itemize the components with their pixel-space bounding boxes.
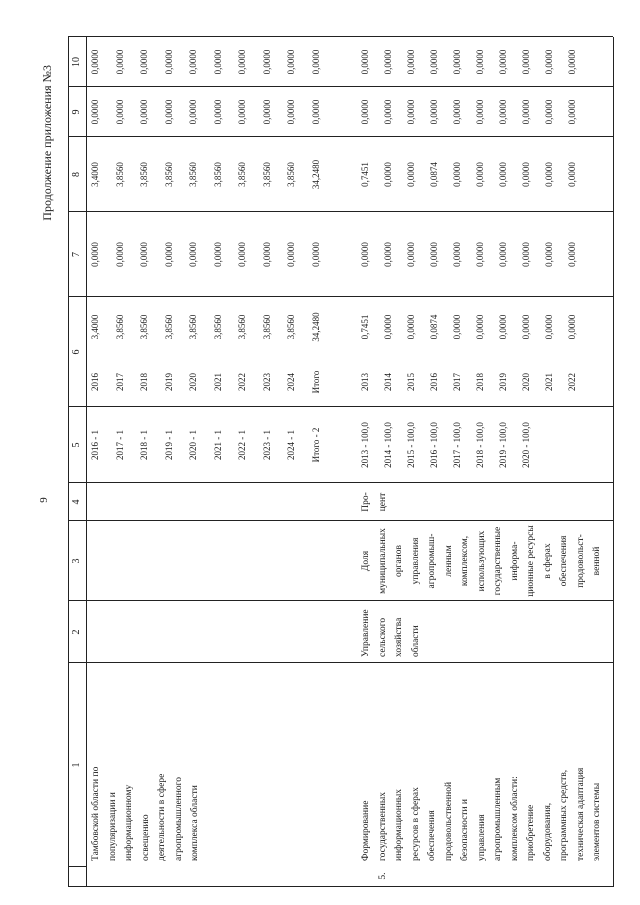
col-border bbox=[68, 662, 613, 663]
value-cell-c8: 0,0000 bbox=[452, 162, 462, 187]
value-cell-c9: 0,0000 bbox=[475, 99, 485, 125]
value-cell-c10: 0,0000 bbox=[188, 49, 198, 75]
value-cell-c7: 0,0000 bbox=[544, 242, 554, 267]
value-cell-c7: 0,0000 bbox=[475, 242, 485, 267]
value-cell-c8: 0,0000 bbox=[475, 162, 485, 187]
value-cell-c8: 3,8560 bbox=[139, 162, 149, 187]
value-cell-c10: 0,0000 bbox=[114, 49, 125, 75]
value-cell-c10: 0,0000 bbox=[310, 49, 321, 75]
value-cell-period: 2020 - 1 bbox=[188, 430, 198, 460]
value-cell-period: 2024 - 1 bbox=[286, 430, 296, 460]
value-cell-year: 2019 bbox=[498, 373, 508, 391]
value-cell-c10: 0,0000 bbox=[261, 49, 272, 75]
value-cell-c7: 0,0000 bbox=[521, 242, 531, 267]
value-cell-year: 2016 bbox=[90, 373, 100, 391]
header-col-2: 2 bbox=[71, 629, 82, 635]
header-col-6: 6 bbox=[71, 349, 82, 355]
value-cell-year: 2016 bbox=[429, 373, 439, 391]
value-cell-c7: 0,0000 bbox=[237, 242, 247, 267]
value-cell-c7: 0,0000 bbox=[360, 242, 370, 267]
value-cell-c10: 0,0000 bbox=[475, 49, 485, 75]
value-cell-year: 2023 bbox=[261, 373, 272, 391]
row-5-unit: Про- цент bbox=[361, 492, 388, 512]
value-cell-c8: 0,0874 bbox=[429, 162, 439, 187]
value-cell-c6: 3,8560 bbox=[163, 314, 174, 340]
value-cell-c10: 0,0000 bbox=[429, 49, 439, 75]
value-cell-c9: 0,0000 bbox=[114, 99, 125, 125]
value-cell-c8: 3,8560 bbox=[237, 162, 247, 187]
value-cell-c7: 0,0000 bbox=[429, 242, 439, 267]
target-value-cell: 2020 - 100,0 bbox=[521, 422, 531, 468]
value-cell-c6: 0,0000 bbox=[498, 314, 508, 340]
value-cell-period: Итого - 2 bbox=[310, 427, 321, 463]
col-border bbox=[68, 86, 613, 87]
value-cell-c6: 0,0000 bbox=[475, 314, 485, 340]
value-cell-period: 2022 - 1 bbox=[237, 430, 247, 460]
value-cell-year: 2013 bbox=[360, 373, 370, 391]
value-cell-c6: 0,0874 bbox=[429, 314, 439, 340]
value-cell-c8: 3,8560 bbox=[261, 162, 272, 187]
value-cell-c7: 0,0000 bbox=[163, 242, 174, 267]
col-border bbox=[68, 136, 613, 137]
value-cell-c9: 0,0000 bbox=[452, 99, 462, 125]
value-cell-c10: 0,0000 bbox=[383, 49, 393, 75]
value-cell-c8: 0,0000 bbox=[567, 162, 577, 187]
header-col-7: 7 bbox=[71, 252, 82, 257]
value-cell-c6: 3,8560 bbox=[286, 314, 296, 340]
value-cell-year: 2018 bbox=[139, 373, 149, 391]
header-col-4: 4 bbox=[71, 499, 82, 505]
value-cell-c9: 0,0000 bbox=[212, 99, 223, 125]
header-col-9: 9 bbox=[71, 109, 82, 115]
header-col-5: 5 bbox=[71, 442, 82, 448]
value-cell-c7: 0,0000 bbox=[383, 242, 393, 267]
value-cell-c10: 0,0000 bbox=[567, 49, 577, 75]
target-value-cell: 2016 - 100,0 bbox=[429, 422, 439, 468]
col-border bbox=[68, 406, 613, 407]
value-cell-c10: 0,0000 bbox=[286, 49, 296, 75]
value-cell-period: 2017 - 1 bbox=[114, 430, 125, 460]
value-cell-year: Итого bbox=[310, 370, 321, 394]
target-value-cell: 2015 - 100,0 bbox=[406, 422, 416, 468]
value-cell-c9: 0,0000 bbox=[310, 99, 321, 125]
col-border bbox=[68, 296, 613, 297]
value-cell-c10: 0,0000 bbox=[212, 49, 223, 75]
value-cell-c6: 0,0000 bbox=[406, 314, 416, 340]
value-cell-c7: 0,0000 bbox=[139, 242, 149, 267]
value-cell-c7: 0,0000 bbox=[406, 242, 416, 267]
value-cell-c9: 0,0000 bbox=[237, 99, 247, 125]
col-border bbox=[68, 482, 613, 483]
value-cell-c8: 34,2480 bbox=[310, 159, 321, 190]
value-cell-year: 2015 bbox=[406, 373, 416, 391]
value-cell-c8: 3,8560 bbox=[163, 162, 174, 187]
value-cell-year: 2017 bbox=[452, 373, 462, 391]
target-value-cell: 2019 - 100,0 bbox=[498, 422, 508, 468]
value-cell-c7: 0,0000 bbox=[114, 242, 125, 267]
value-cell-c9: 0,0000 bbox=[188, 99, 198, 125]
col-border bbox=[68, 886, 613, 887]
value-cell-c10: 0,0000 bbox=[521, 49, 531, 75]
value-cell-c7: 0,0000 bbox=[286, 242, 296, 267]
value-cell-c7: 0,0000 bbox=[188, 242, 198, 267]
value-cell-c6: 0,0000 bbox=[383, 314, 393, 340]
table-top-border bbox=[68, 37, 69, 887]
value-cell-c8: 0,0000 bbox=[383, 162, 393, 187]
value-cell-c10: 0,0000 bbox=[139, 49, 149, 75]
value-cell-year: 2021 bbox=[544, 373, 554, 391]
value-cell-c6: 3,8560 bbox=[139, 314, 149, 340]
value-cell-c9: 0,0000 bbox=[261, 99, 272, 125]
value-cell-c9: 0,0000 bbox=[360, 99, 370, 125]
row-5-executor: Управление сельского хозяйства области bbox=[361, 609, 421, 657]
value-cell-year: 2022 bbox=[237, 373, 247, 391]
value-cell-c9: 0,0000 bbox=[163, 99, 174, 125]
value-cell-c9: 0,0000 bbox=[406, 99, 416, 125]
value-cell-c7: 0,0000 bbox=[310, 242, 321, 267]
value-cell-c6: 3,8560 bbox=[237, 314, 247, 340]
value-cell-c8: 3,8560 bbox=[212, 162, 223, 187]
target-value-cell: 2014 - 100,0 bbox=[383, 422, 393, 468]
value-cell-c9: 0,0000 bbox=[139, 99, 149, 125]
value-cell-c9: 0,0000 bbox=[383, 99, 393, 125]
value-cell-c6: 3,8560 bbox=[212, 314, 223, 340]
value-cell-c9: 0,0000 bbox=[90, 99, 100, 125]
value-cell-c7: 0,0000 bbox=[90, 242, 100, 267]
value-cell-period: 2016 - 1 bbox=[90, 430, 100, 460]
target-value-cell: 2017 - 100,0 bbox=[452, 422, 462, 468]
value-cell-c6: 3,8560 bbox=[261, 314, 272, 340]
value-cell-c6: 0,0000 bbox=[521, 314, 531, 340]
value-cell-c6: 0,0000 bbox=[452, 314, 462, 340]
continued-row-name: Тамбовской области по популяризации и информационному освещению деятельности в сфере агропромышленного комплекса области bbox=[91, 766, 200, 861]
value-cell-year: 2018 bbox=[475, 373, 485, 391]
value-cell-c9: 0,0000 bbox=[286, 99, 296, 125]
row-5-name: Формирование государственных информационных ресурсов в сферах обеспечения продовольственной безопасности и управления агропромышленным комплексом области: приобретение оборудования, программных средств, техническая адаптация элементов системы bbox=[361, 767, 602, 861]
value-cell-year: 2020 bbox=[188, 373, 198, 391]
col-border bbox=[68, 211, 613, 212]
value-cell-c10: 0,0000 bbox=[406, 49, 416, 75]
value-cell-period: 2019 - 1 bbox=[163, 430, 174, 460]
value-cell-year: 2020 bbox=[521, 373, 531, 391]
row-number: 5. bbox=[378, 872, 388, 880]
value-cell-year: 2017 bbox=[114, 373, 125, 391]
value-cell-c8: 3,8560 bbox=[286, 162, 296, 187]
value-cell-c9: 0,0000 bbox=[567, 99, 577, 125]
value-cell-period: 2018 - 1 bbox=[139, 430, 149, 460]
value-cell-c7: 0,0000 bbox=[498, 242, 508, 267]
value-cell-c6: 34,2480 bbox=[310, 312, 321, 342]
value-cell-c7: 0,0000 bbox=[567, 242, 577, 267]
page-number: 9 bbox=[38, 497, 50, 503]
value-cell-c8: 3,8560 bbox=[114, 162, 125, 187]
target-value-cell: 2013 - 100,0 bbox=[360, 422, 370, 468]
value-cell-c10: 0,0000 bbox=[237, 49, 247, 75]
value-cell-c8: 0,0000 bbox=[406, 162, 416, 187]
value-cell-c6: 3,8560 bbox=[188, 314, 198, 340]
col-border bbox=[68, 36, 613, 37]
value-cell-year: 2019 bbox=[163, 373, 174, 391]
value-cell-year: 2024 bbox=[286, 373, 296, 391]
value-cell-c10: 0,0000 bbox=[452, 49, 462, 75]
data-table bbox=[68, 37, 613, 887]
value-cell-period: 2021 - 1 bbox=[212, 430, 223, 460]
header-col-3: 3 bbox=[71, 558, 82, 564]
appendix-caption: Продолжение приложения №3 bbox=[40, 65, 54, 221]
header-col-8: 8 bbox=[71, 172, 82, 177]
value-cell-c6: 0,0000 bbox=[567, 314, 577, 340]
header-col-1: 1 bbox=[71, 762, 82, 768]
header-col-10: 10 bbox=[71, 57, 82, 67]
target-value-cell: 2018 - 100,0 bbox=[475, 422, 485, 468]
value-cell-c8: 0,0000 bbox=[521, 162, 531, 187]
value-cell-c8: 3,8560 bbox=[188, 162, 198, 187]
value-cell-period: 2023 - 1 bbox=[261, 430, 272, 460]
value-cell-c10: 0,0000 bbox=[498, 49, 508, 75]
value-cell-c6: 0,0000 bbox=[544, 314, 554, 340]
header-bottom-border bbox=[86, 37, 87, 887]
value-cell-c6: 3,4000 bbox=[90, 314, 100, 340]
value-cell-c8: 0,0000 bbox=[498, 162, 508, 187]
value-cell-year: 2021 bbox=[212, 373, 223, 391]
value-cell-c9: 0,0000 bbox=[429, 99, 439, 125]
value-cell-c9: 0,0000 bbox=[521, 99, 531, 125]
value-cell-c6: 3,8560 bbox=[114, 314, 125, 340]
value-cell-c10: 0,0000 bbox=[163, 49, 174, 75]
value-cell-c10: 0,0000 bbox=[544, 49, 554, 75]
value-cell-year: 2022 bbox=[567, 373, 577, 391]
value-cell-c9: 0,0000 bbox=[498, 99, 508, 125]
value-cell-c7: 0,0000 bbox=[452, 242, 462, 267]
value-cell-c8: 0,7451 bbox=[360, 162, 370, 187]
value-cell-c10: 0,0000 bbox=[90, 49, 100, 75]
value-cell-year: 2014 bbox=[383, 373, 393, 391]
value-cell-c9: 0,0000 bbox=[544, 99, 554, 125]
value-cell-c6: 0,7451 bbox=[360, 314, 370, 340]
row-5-indicator: Доля муниципальных органов управления агропромыш- ленным комплексом, использующих государственные информа- ционные ресурсы в сферах обеспечения продовольст- венной bbox=[361, 525, 602, 597]
value-cell-c8: 3,4000 bbox=[90, 162, 100, 187]
value-cell-c10: 0,0000 bbox=[360, 49, 370, 75]
value-cell-c8: 0,0000 bbox=[544, 162, 554, 187]
table-bottom-border bbox=[613, 37, 614, 887]
value-cell-c7: 0,0000 bbox=[212, 242, 223, 267]
value-cell-c7: 0,0000 bbox=[261, 242, 272, 267]
